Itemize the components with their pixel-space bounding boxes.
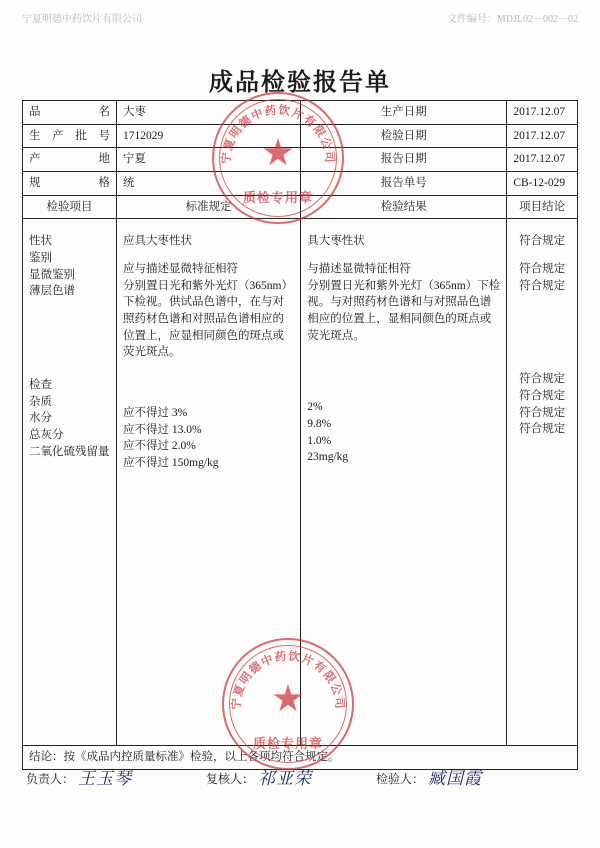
item-line: 鉴别 — [29, 252, 52, 265]
info-value-2: 2017.12.07 — [507, 124, 578, 148]
result-line: 23mg/kg — [307, 451, 349, 464]
result-line: 2% — [307, 401, 323, 414]
conclusion-spacer — [513, 360, 571, 371]
info-label-2: 报告单号 — [301, 172, 507, 196]
result-line: 具大枣性状 — [307, 235, 365, 248]
result-spacer — [307, 388, 500, 399]
standard-line: 应不得过 2.0% — [123, 440, 196, 453]
conclusion-line: 符合规定 — [519, 406, 566, 419]
info-row — [23, 101, 578, 125]
table-header-row — [23, 195, 578, 219]
conclusion-spacer — [513, 327, 571, 338]
item-spacer — [29, 344, 110, 355]
cell-standard — [117, 219, 301, 746]
result-spacer — [307, 377, 500, 388]
signature-name: 臧国霞 — [428, 769, 483, 788]
column-header-result: 检验结果 — [301, 195, 507, 219]
result-line: 视。与对照药材色谱和与对照品色谱 — [307, 296, 492, 309]
conclusion-line: 符合规定 — [519, 235, 566, 248]
info-row — [23, 172, 578, 196]
standard-spacer — [123, 372, 294, 383]
info-value: 1712029 — [117, 124, 301, 148]
standard-line: 分别置日光和紫外光灯（365nm） — [123, 279, 293, 292]
column-header-conclusion: 项目结论 — [507, 195, 578, 219]
item-spacer — [29, 322, 110, 333]
item-spacer — [29, 366, 110, 377]
standard-spacer — [123, 361, 294, 372]
info-value-2: 2017.12.07 — [507, 148, 578, 172]
column-header-standard: 标准规定 — [117, 195, 301, 219]
result-spacer — [307, 355, 500, 366]
info-label: 规 格 — [23, 172, 117, 196]
item-spacer — [29, 355, 110, 366]
conclusion-line: 符合规定 — [519, 279, 566, 292]
info-label-2: 检验日期 — [301, 124, 507, 148]
result-spacer — [307, 222, 500, 233]
conclusion-spacer — [513, 349, 571, 360]
signature-label: 复核人： — [206, 772, 255, 786]
item-spacer — [29, 311, 110, 322]
stamp-bottom-label: 质检专用章 — [242, 190, 313, 205]
result-line: 相应的位置上，显相同颜色的斑点或 — [307, 313, 492, 326]
result-line: 荧光斑点。 — [307, 329, 365, 342]
info-label-2: 生产日期 — [301, 101, 507, 125]
signature-label: 负责人： — [26, 772, 75, 786]
result-line: 1.0% — [307, 434, 332, 447]
info-value: 宁夏 — [117, 148, 301, 172]
cell-items — [23, 219, 117, 746]
signature-name: 王玉琴 — [78, 769, 133, 788]
info-label: 品 名 — [23, 101, 117, 125]
info-value: 大枣 — [117, 101, 301, 125]
standard-spacer — [123, 383, 294, 394]
result-spacer — [307, 250, 500, 261]
item-line: 性状 — [29, 235, 52, 248]
signature-block — [22, 762, 578, 787]
result-spacer — [307, 344, 500, 355]
conclusion-line: 符合规定 — [519, 263, 566, 276]
stamp-arc-label: 宁夏明德中药饮片有限公司 — [230, 650, 346, 711]
standard-line: 应具大枣性状 — [123, 235, 192, 248]
conclusion-spacer — [513, 305, 571, 316]
result-line: 分别置日光和紫外光灯（365nm）下检 — [307, 279, 501, 292]
item-spacer — [29, 222, 110, 233]
info-row — [23, 124, 578, 148]
conclusion-spacer — [513, 316, 571, 327]
stamp-bottom-label: 质检专用章 — [252, 736, 323, 751]
conclusion-spacer — [513, 222, 571, 233]
item-line: 二氧化硫残留量 — [29, 445, 110, 458]
info-value-2: 2017.12.07 — [507, 101, 578, 125]
column-header-item: 检验项目 — [23, 195, 117, 219]
cell-result — [301, 219, 507, 746]
standard-line: 应不得过 150mg/kg — [123, 457, 219, 470]
signature-label: 检验人： — [376, 772, 425, 786]
conclusion-line: 符合规定 — [519, 373, 566, 386]
standard-line: 照药材色谱和对照品色谱相应的 — [123, 313, 284, 326]
standard-spacer — [123, 394, 294, 405]
result-line: 9.8% — [307, 418, 332, 431]
company-name-faint: 宁夏明德中药饮片有限公司 — [22, 14, 142, 24]
conclusion-spacer — [513, 338, 571, 349]
result-line: 与描述显微特征相符 — [307, 263, 411, 276]
cell-conclusion — [507, 219, 578, 746]
standard-list — [123, 222, 294, 471]
standard-line: 下检视。供试品色谱中，在与对 — [123, 296, 284, 309]
faint-page-header — [22, 10, 578, 24]
report-table — [22, 100, 578, 770]
items-list — [29, 222, 110, 460]
signature-reviewer — [206, 762, 312, 787]
item-spacer — [29, 333, 110, 344]
standard-line: 应不得过 3% — [123, 407, 188, 420]
signature-inspector — [376, 762, 482, 787]
item-line: 检查 — [29, 379, 52, 392]
table-body-row — [23, 219, 578, 746]
result-list — [307, 222, 500, 466]
item-line: 总灰分 — [29, 429, 64, 442]
standard-line: 荧光斑点。 — [123, 346, 181, 359]
info-label: 产 地 — [23, 148, 117, 172]
info-row — [23, 148, 578, 172]
conclusion-spacer — [513, 250, 571, 261]
standard-spacer — [123, 250, 294, 261]
document-number-faint: 文件编号：MDJL02－002－02 — [446, 14, 578, 24]
conclusion-spacer — [513, 294, 571, 305]
conclusion-line: 符合规定 — [519, 390, 566, 403]
item-line: 显微鉴别 — [29, 268, 75, 281]
conclusion-line: 符合规定 — [519, 423, 566, 436]
standard-line: 应不得过 13.0% — [123, 423, 202, 436]
standard-spacer — [123, 222, 294, 233]
signature-name: 祁亚荣 — [258, 769, 313, 788]
standard-line: 位置上，应显相同颜色的斑点或 — [123, 329, 284, 342]
page-title: 成品检验报告单 — [209, 70, 391, 96]
item-spacer — [29, 300, 110, 311]
final-conclusion-text: 结论：按《成品内控质量标准》检验，以上各项均符合规定。 — [23, 746, 578, 770]
info-value-2: CB-12-029 — [507, 172, 578, 196]
item-line: 杂质 — [29, 395, 52, 408]
info-label-2: 报告日期 — [301, 148, 507, 172]
conclusion-list — [513, 222, 571, 438]
standard-line: 应与描述显微特征相符 — [123, 263, 238, 276]
info-value: 统 — [117, 172, 301, 196]
item-line: 薄层色谱 — [29, 285, 75, 298]
signature-owner — [26, 762, 132, 787]
info-label: 生产批号 — [23, 124, 117, 148]
item-line: 水分 — [29, 412, 52, 425]
result-spacer — [307, 366, 500, 377]
stamp-arc-label: 宁夏明德中药饮片有限公司 — [220, 104, 336, 165]
